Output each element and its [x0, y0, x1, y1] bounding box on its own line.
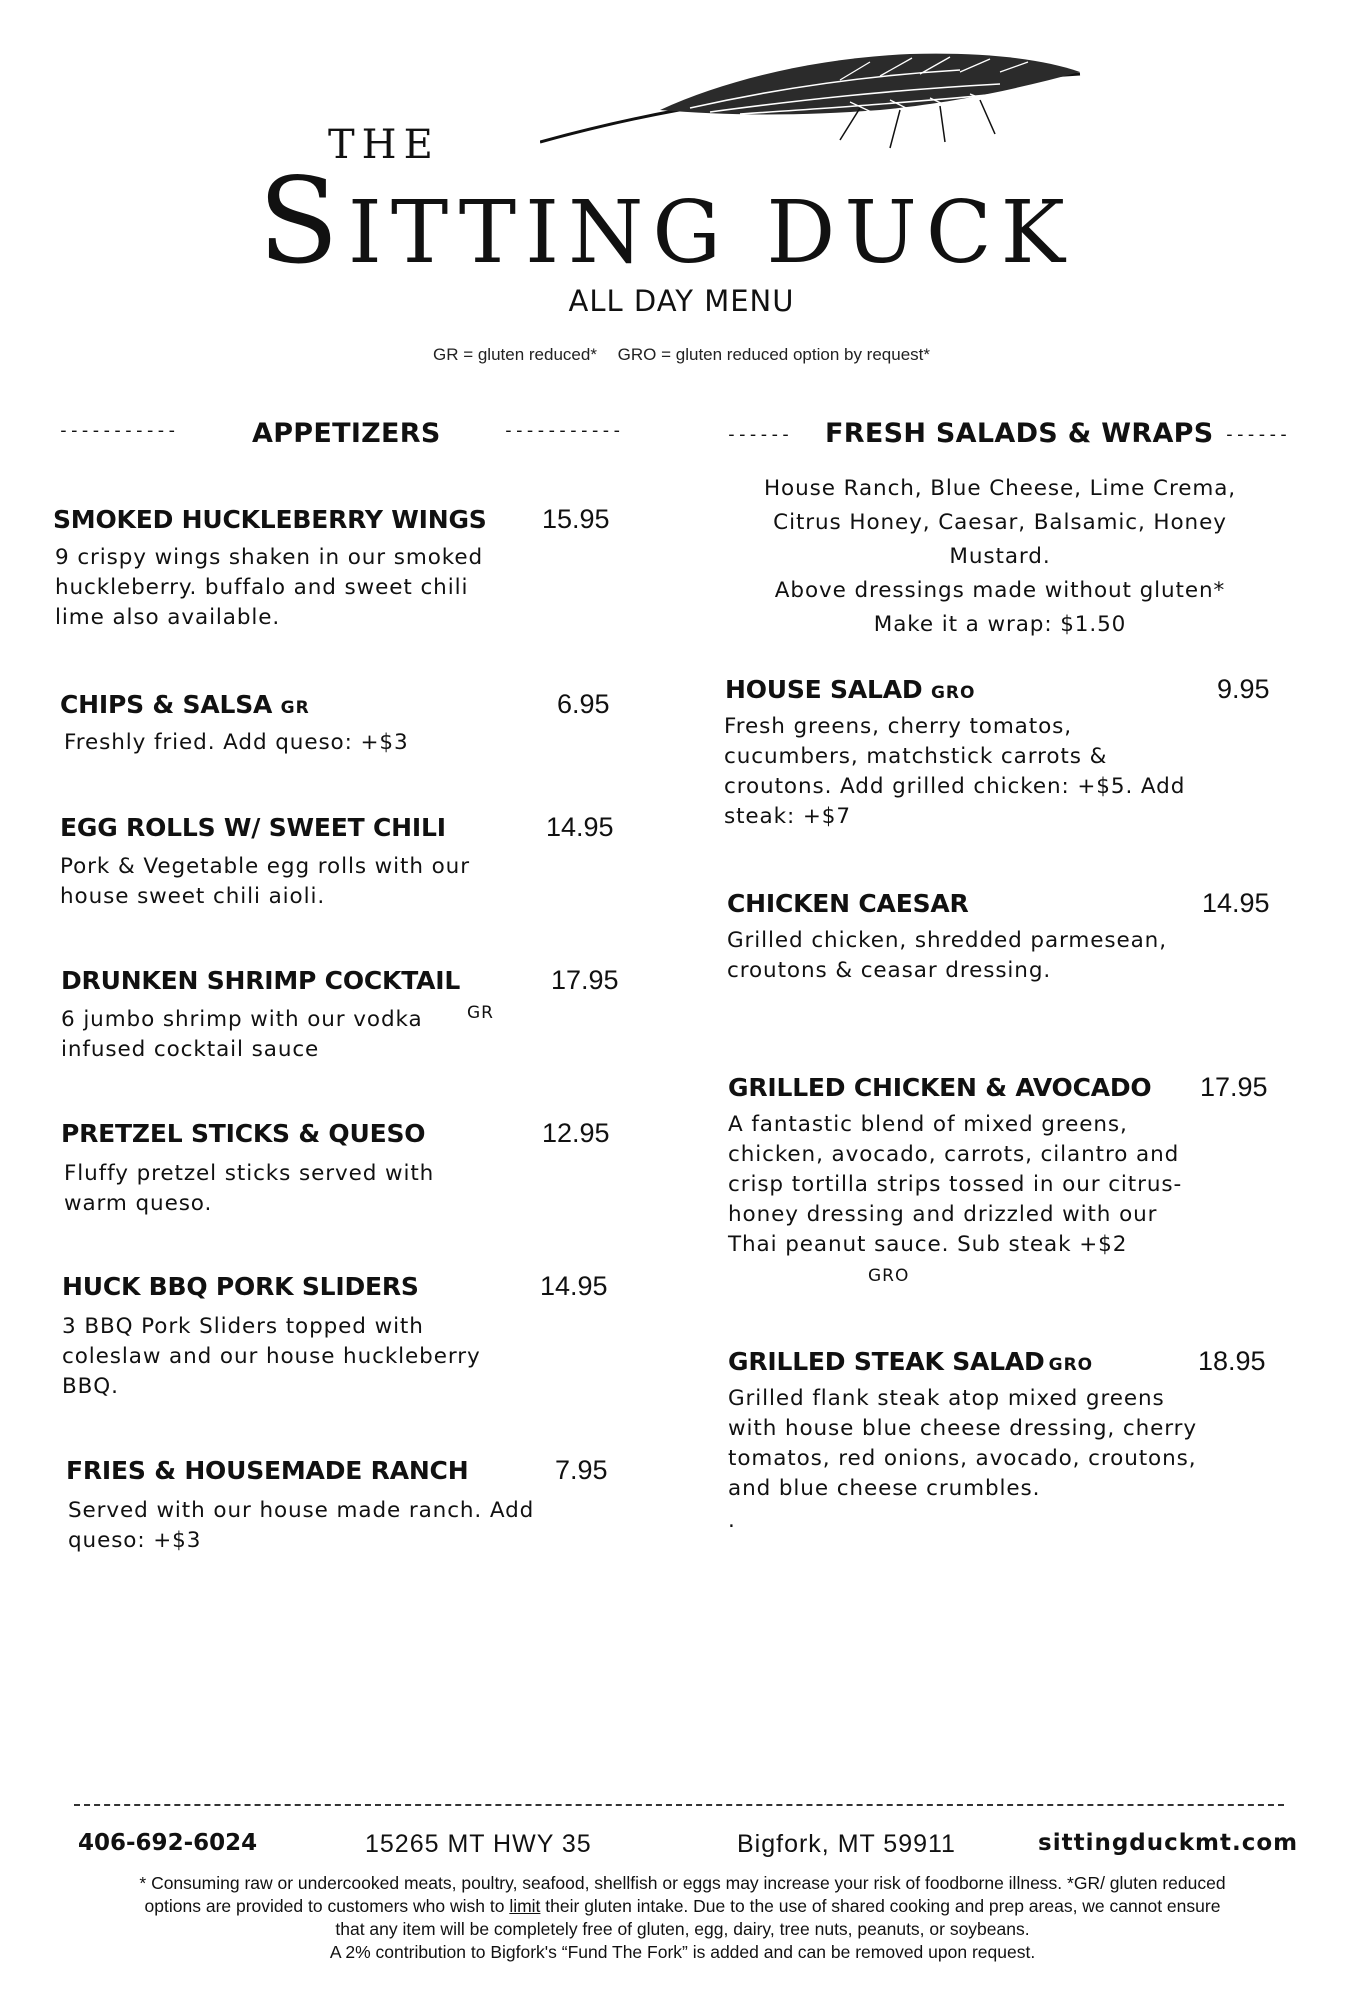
salads-dash-right: ------ [1224, 424, 1290, 445]
appetizers-heading: APPETIZERS [252, 418, 441, 449]
gr-tag: GR [467, 1003, 494, 1023]
gro-tag: GRO [930, 683, 976, 703]
menu-item-price: 12.95 [542, 1118, 610, 1148]
disclaimer-text: their gluten intake. Due to the use of shared cooking and prep areas, we cannot ensure [540, 1896, 1221, 1916]
menu-item-price: 9.95 [1217, 674, 1270, 704]
legend-gro: GRO = gluten reduced option by request* [617, 345, 931, 364]
menu-item-name-text: CHIPS & SALSA [60, 690, 273, 719]
menu-item-name: FRIES & HOUSEMADE RANCH [66, 1456, 469, 1485]
menu-item-desc: Pork & Vegetable egg rolls with our house sweet chili aioli. [60, 854, 470, 909]
website-link[interactable]: sittingduckmt.com [1038, 1830, 1299, 1856]
logo-name [258, 152, 1074, 290]
menu-item-desc: Fresh greens, cherry tomatos, cucumbers, matchstick carrots & croutons. Add grilled chicken: +$5. Add steak: +$7 [724, 714, 1186, 829]
dressing-line: Citrus Honey, Caesar, Balsamic, Honey [773, 510, 1227, 535]
menu-item-price: 6.95 [557, 689, 610, 719]
menu-item-desc: 9 crispy wings shaken in our smoked huckleberry. buffalo and sweet chili lime also available. [55, 545, 484, 630]
dressing-line: House Ranch, Blue Cheese, Lime Crema, [763, 476, 1236, 501]
gro-tag: GRO [1048, 1355, 1094, 1375]
menu-item-desc: A fantastic blend of mixed greens, chicken, avocado, carrots, cilantro and crisp tortilla strips tossed in our citrus-honey dressing and drizzled with our Thai peanut sauce. Sub steak +$2 [728, 1112, 1183, 1257]
feather-icon [540, 50, 1085, 155]
trailing-dot: . [728, 1508, 736, 1533]
disclaimer-line [70, 1895, 1295, 1918]
street-address: 15265 MT HWY 35 [365, 1830, 592, 1858]
menu-item-name: SMOKED HUCKLEBERRY WINGS [53, 505, 487, 534]
menu-item-desc: Fluffy pretzel sticks served with warm queso. [64, 1161, 435, 1216]
logo-rest: ITTING DUCK [347, 183, 1074, 283]
legend-gr: GR = gluten reduced* [432, 345, 597, 364]
menu-item-price: 14.95 [546, 812, 614, 842]
menu-item-name: CHICKEN CAESAR [727, 889, 969, 918]
menu-item-desc: Served with our house made ranch. Add queso: +$3 [68, 1498, 535, 1553]
dressing-line: Above dressings made without gluten* [774, 578, 1226, 603]
logo-cap: S [258, 152, 348, 290]
menu-item-name [60, 690, 310, 719]
gr-tag: GR [280, 698, 310, 718]
page-title: ALL DAY MENU [568, 284, 795, 318]
dressing-line: Mustard. [949, 544, 1051, 569]
menu-item-desc: 3 BBQ Pork Sliders topped with coleslaw and our house huckleberry BBQ. [62, 1314, 481, 1399]
menu-item-price: 18.95 [1198, 1346, 1266, 1376]
disclaimer-line: * Consuming raw or undercooked meats, poultry, seafood, shellfish or eggs may increase your risk of foodborne illness. *GR/ gluten reduced [139, 1873, 1226, 1893]
menu-item-price: 7.95 [555, 1455, 608, 1485]
logo-the: THE [328, 122, 440, 168]
menu-item-name [725, 675, 975, 704]
menu-item-name [728, 1347, 1093, 1376]
menu-item-name: DRUNKEN SHRIMP COCKTAIL [61, 966, 461, 995]
menu-item-price: 14.95 [1202, 888, 1270, 918]
appetizers-dash-left: ----------- [58, 420, 178, 441]
menu-item-name-text: GRILLED STEAK SALAD [728, 1347, 1045, 1376]
menu-item-name: GRILLED CHICKEN & AVOCADO [728, 1073, 1152, 1102]
gluten-legend [0, 345, 1363, 365]
menu-item-price: 17.95 [1200, 1072, 1268, 1102]
dressing-info [720, 472, 1280, 642]
menu-item-price: 14.95 [540, 1271, 608, 1301]
salads-dash-left: ------ [726, 424, 792, 445]
disclaimer-line: A 2% contribution to Bigfork's “Fund The Fork” is added and can be removed upon request. [329, 1942, 1036, 1962]
wrap-option: Make it a wrap: $1.50 [873, 612, 1127, 637]
menu-item-name-text: HOUSE SALAD [725, 675, 923, 704]
menu-item-name: PRETZEL STICKS & QUESO [61, 1119, 426, 1148]
city-state-zip: Bigfork, MT 59911 [737, 1830, 956, 1858]
menu-item-desc: 6 jumbo shrimp with our vodka infused cocktail sauce [61, 1007, 423, 1062]
menu-item-desc: Freshly fried. Add queso: +$3 [64, 730, 409, 755]
disclaimer-underlined: limit [509, 1896, 541, 1916]
menu-item-price: 15.95 [542, 504, 610, 534]
phone-number[interactable]: 406-692-6024 [78, 1830, 258, 1856]
disclaimer-line: that any item will be completely free of gluten, egg, dairy, tree nuts, peanuts, or soybeans. [335, 1919, 1030, 1939]
gro-tag: GRO [868, 1266, 910, 1286]
disclaimer [70, 1872, 1295, 1964]
footer-divider [74, 1804, 1284, 1806]
menu-item-desc: Grilled flank steak atop mixed greens with house blue cheese dressing, cherry tomatos, red onions, avocado, croutons, and blue cheese crumbles. [728, 1386, 1197, 1501]
menu-item-name: EGG ROLLS W/ SWEET CHILI [60, 813, 446, 842]
menu-item-price: 17.95 [551, 965, 619, 995]
appetizers-dash-right: ----------- [503, 420, 623, 441]
salads-heading: FRESH SALADS & WRAPS [825, 418, 1214, 449]
menu-item-desc: Grilled chicken, shredded parmesean, croutons & ceasar dressing. [727, 928, 1167, 983]
disclaimer-text: options are provided to customers who wish to [144, 1896, 510, 1916]
menu-item-name: HUCK BBQ PORK SLIDERS [62, 1272, 419, 1301]
